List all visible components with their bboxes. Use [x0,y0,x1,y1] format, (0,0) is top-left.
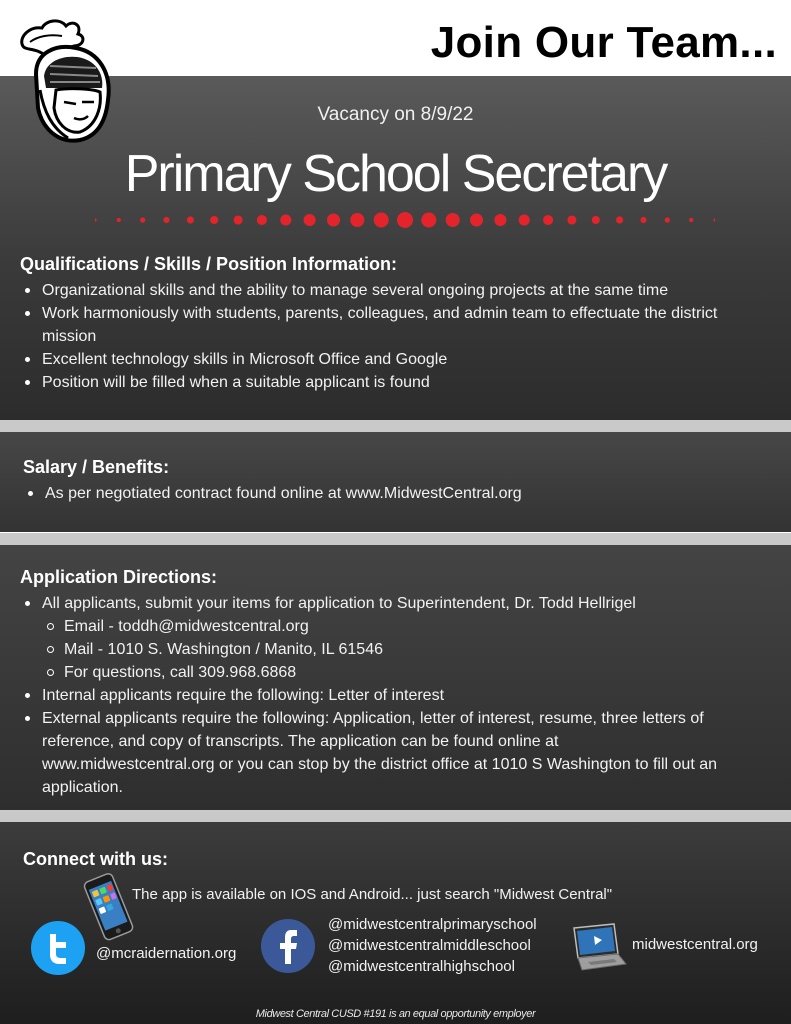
section-divider [0,810,791,822]
email-contact: Email - toddh@midwestcentral.org [42,615,730,638]
decorative-dot [640,217,646,223]
decorative-dot [350,213,364,227]
decorative-dot [592,216,600,224]
facebook-icon[interactable] [260,918,316,974]
decorative-dot [187,216,194,223]
page-title: Join Our Team... [430,18,777,67]
list-item: Position will be filled when a suitable applicant is found [20,371,720,394]
list-item: Organizational skills and the ability to manage several ongoing projects at the same time [20,279,720,302]
facebook-page-primary[interactable]: @midwestcentralprimaryschool [328,916,537,933]
mail-contact: Mail - 1010 S. Washington / Manito, IL 61546 [42,638,730,661]
decorative-dot [567,215,576,224]
decorative-dot [397,212,413,228]
list-item: Internal applicants require the following: Letter of interest [20,684,730,707]
decorative-dot [519,214,530,225]
qualifications-block [20,254,720,394]
facebook-page-middle[interactable]: @midwestcentralmiddleschool [328,937,531,954]
decorative-dot [470,213,483,226]
app-availability-text: The app is available on IOS and Android... just search "Midwest Central" [132,886,613,903]
decorative-dot [210,216,218,224]
website-link[interactable]: midwestcentral.org [632,936,758,953]
equal-opportunity-note: Midwest Central CUSD #191 is an equal opportunity employer [255,1008,536,1020]
decorative-dot [280,214,291,225]
connect-heading: Connect with us: [23,849,168,869]
decorative-dot [616,216,623,223]
contact-sublist [42,615,730,684]
decorative-dots [95,210,715,230]
application-list [20,592,730,799]
list-item [20,592,730,684]
decorative-dot [95,218,97,221]
application-block [20,567,730,799]
salary-heading: Salary / Benefits: [23,457,170,477]
decorative-dot [665,217,670,222]
decorative-dot [140,217,145,222]
qualifications-heading: Qualifications / Skills / Position Information: [20,254,398,274]
decorative-dot [234,215,243,224]
decorative-dot [689,218,693,222]
list-item-text: All applicants, submit your items for application to Superintendent, Dr. Todd Hellrigel [42,595,636,612]
decorative-dot [117,218,121,222]
decorative-dot [494,214,506,226]
list-item: Excellent technology skills in Microsoft Office and Google [20,348,720,371]
facebook-page-high[interactable]: @midwestcentralhighschool [328,958,515,975]
job-title: Primary School Secretary [124,145,667,203]
salary-list [23,482,723,505]
phone-contact: For questions, call 309.968.6868 [42,661,730,684]
list-item: Work harmoniously with students, parents, colleagues, and admin team to effectuate the district mission [20,302,720,348]
phone-icon [78,872,138,944]
decorative-dot [374,212,389,227]
decorative-dot [257,215,267,225]
qualifications-list [20,279,720,394]
list-item: External applicants require the following: Application, letter of interest, resume, three letters of reference, and copy of transcripts. The application can be found online at www.midwestcentral.org or you can stop by the district office at 1010 S Washington to fill out an application. [20,707,730,799]
section-divider [0,533,791,545]
decorative-dot [543,215,553,225]
vacancy-date: Vacancy on 8/9/22 [317,104,474,125]
decorative-dot [446,213,460,227]
laptop-icon [564,918,628,974]
twitter-handle[interactable]: @mcraidernation.org [96,945,237,962]
decorative-dot [327,213,340,226]
decorative-dot [421,212,436,227]
decorative-dot [304,214,316,226]
knight-helmet-icon [16,16,120,148]
facebook-pages [328,914,537,977]
decorative-dot [713,218,715,221]
list-item: As per negotiated contract found online at www.MidwestCentral.org [23,482,723,505]
twitter-icon[interactable] [30,920,86,976]
application-heading: Application Directions: [20,567,218,587]
salary-block [23,457,723,505]
section-divider [0,420,791,432]
decorative-dot [163,217,169,223]
